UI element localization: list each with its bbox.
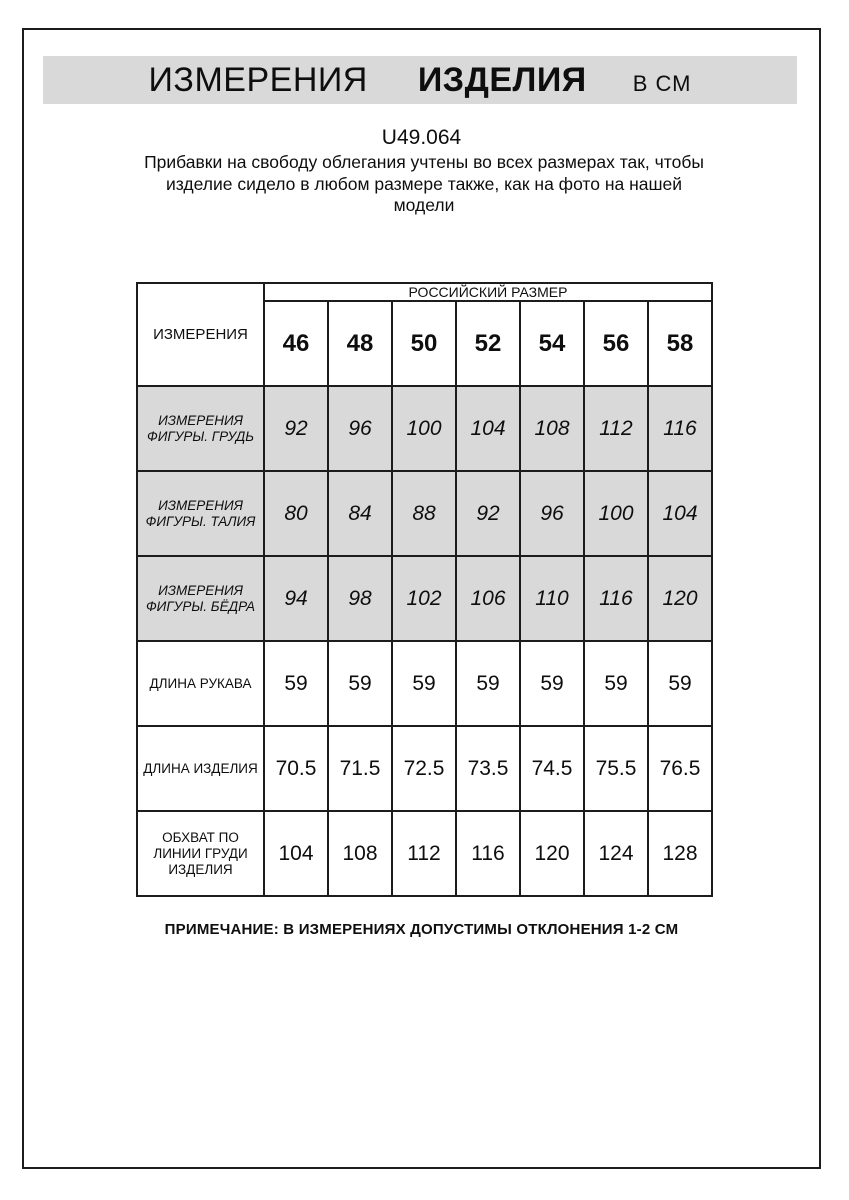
value-cell: 59 (392, 641, 456, 726)
value-cell: 104 (456, 386, 520, 471)
value-cell: 106 (456, 556, 520, 641)
value-cell: 96 (520, 471, 584, 556)
value-cell: 96 (328, 386, 392, 471)
value-cell: 124 (584, 811, 648, 896)
value-cell: 102 (392, 556, 456, 641)
value-cell: 59 (584, 641, 648, 726)
value-cell: 80 (264, 471, 328, 556)
value-cell: 110 (520, 556, 584, 641)
value-cell: 98 (328, 556, 392, 641)
value-cell: 108 (520, 386, 584, 471)
value-cell: 94 (264, 556, 328, 641)
value-cell: 59 (264, 641, 328, 726)
title-word-product: ИЗДЕЛИЯ (417, 61, 587, 99)
size-column-header: 48 (328, 301, 392, 386)
value-cell: 92 (264, 386, 328, 471)
value-cell: 128 (648, 811, 712, 896)
value-cell: 100 (392, 386, 456, 471)
value-cell: 116 (584, 556, 648, 641)
value-cell: 59 (456, 641, 520, 726)
value-cell: 116 (456, 811, 520, 896)
row-label: ИЗМЕРЕНИЯ ФИГУРЫ. ТАЛИЯ (137, 471, 264, 556)
table-row-waist (137, 471, 712, 556)
value-cell: 104 (264, 811, 328, 896)
value-cell: 120 (520, 811, 584, 896)
table-row-chest (137, 386, 712, 471)
fit-description: Прибавки на свободу облегания учтены во всех размерах так, чтобы изделие сидело в любом размере также, как на фото на нашей модели (144, 152, 704, 215)
value-cell: 59 (328, 641, 392, 726)
size-column-header: 54 (520, 301, 584, 386)
value-cell: 76.5 (648, 726, 712, 811)
value-cell: 84 (328, 471, 392, 556)
value-cell: 74.5 (520, 726, 584, 811)
size-column-header: 50 (392, 301, 456, 386)
table-row-hips (137, 556, 712, 641)
title-word-measurements: ИЗМЕРЕНИЯ (148, 61, 368, 99)
row-label: ИЗМЕРЕНИЯ ФИГУРЫ. БЁДРА (137, 556, 264, 641)
value-cell: 59 (648, 641, 712, 726)
value-cell: 75.5 (584, 726, 648, 811)
value-cell: 100 (584, 471, 648, 556)
value-cell: 88 (392, 471, 456, 556)
value-cell: 120 (648, 556, 712, 641)
value-cell: 112 (584, 386, 648, 471)
table-header-row (137, 283, 712, 301)
table-row-sleeve-length (137, 641, 712, 726)
measurements-header-cell: ИЗМЕРЕНИЯ (137, 283, 264, 386)
row-label: ОБХВАТ ПО ЛИНИИ ГРУДИ ИЗДЕЛИЯ (137, 811, 264, 896)
value-cell: 73.5 (456, 726, 520, 811)
russian-size-header: РОССИЙСКИЙ РАЗМЕР (264, 283, 712, 301)
value-cell: 72.5 (392, 726, 456, 811)
value-cell: 104 (648, 471, 712, 556)
title-banner (43, 56, 797, 104)
product-code: U49.064 (381, 126, 462, 149)
table-row-item-length (137, 726, 712, 811)
size-column-header: 56 (584, 301, 648, 386)
row-label: ИЗМЕРЕНИЯ ФИГУРЫ. ГРУДЬ (137, 386, 264, 471)
value-cell: 112 (392, 811, 456, 896)
size-column-header: 52 (456, 301, 520, 386)
row-label: ДЛИНА ИЗДЕЛИЯ (137, 726, 264, 811)
value-cell: 116 (648, 386, 712, 471)
value-cell: 108 (328, 811, 392, 896)
note-text: ПРИМЕЧАНИЕ: В ИЗМЕРЕНИЯХ ДОПУСТИМЫ ОТКЛОНЕНИЯ 1-2 СМ (164, 921, 679, 938)
value-cell: 70.5 (264, 726, 328, 811)
row-label: ДЛИНА РУКАВА (137, 641, 264, 726)
size-column-header: 58 (648, 301, 712, 386)
value-cell: 92 (456, 471, 520, 556)
table-row-chest-girth-item (137, 811, 712, 896)
size-column-header: 46 (264, 301, 328, 386)
title-unit: В СМ (632, 71, 692, 96)
value-cell: 71.5 (328, 726, 392, 811)
value-cell: 59 (520, 641, 584, 726)
size-table (136, 282, 713, 897)
